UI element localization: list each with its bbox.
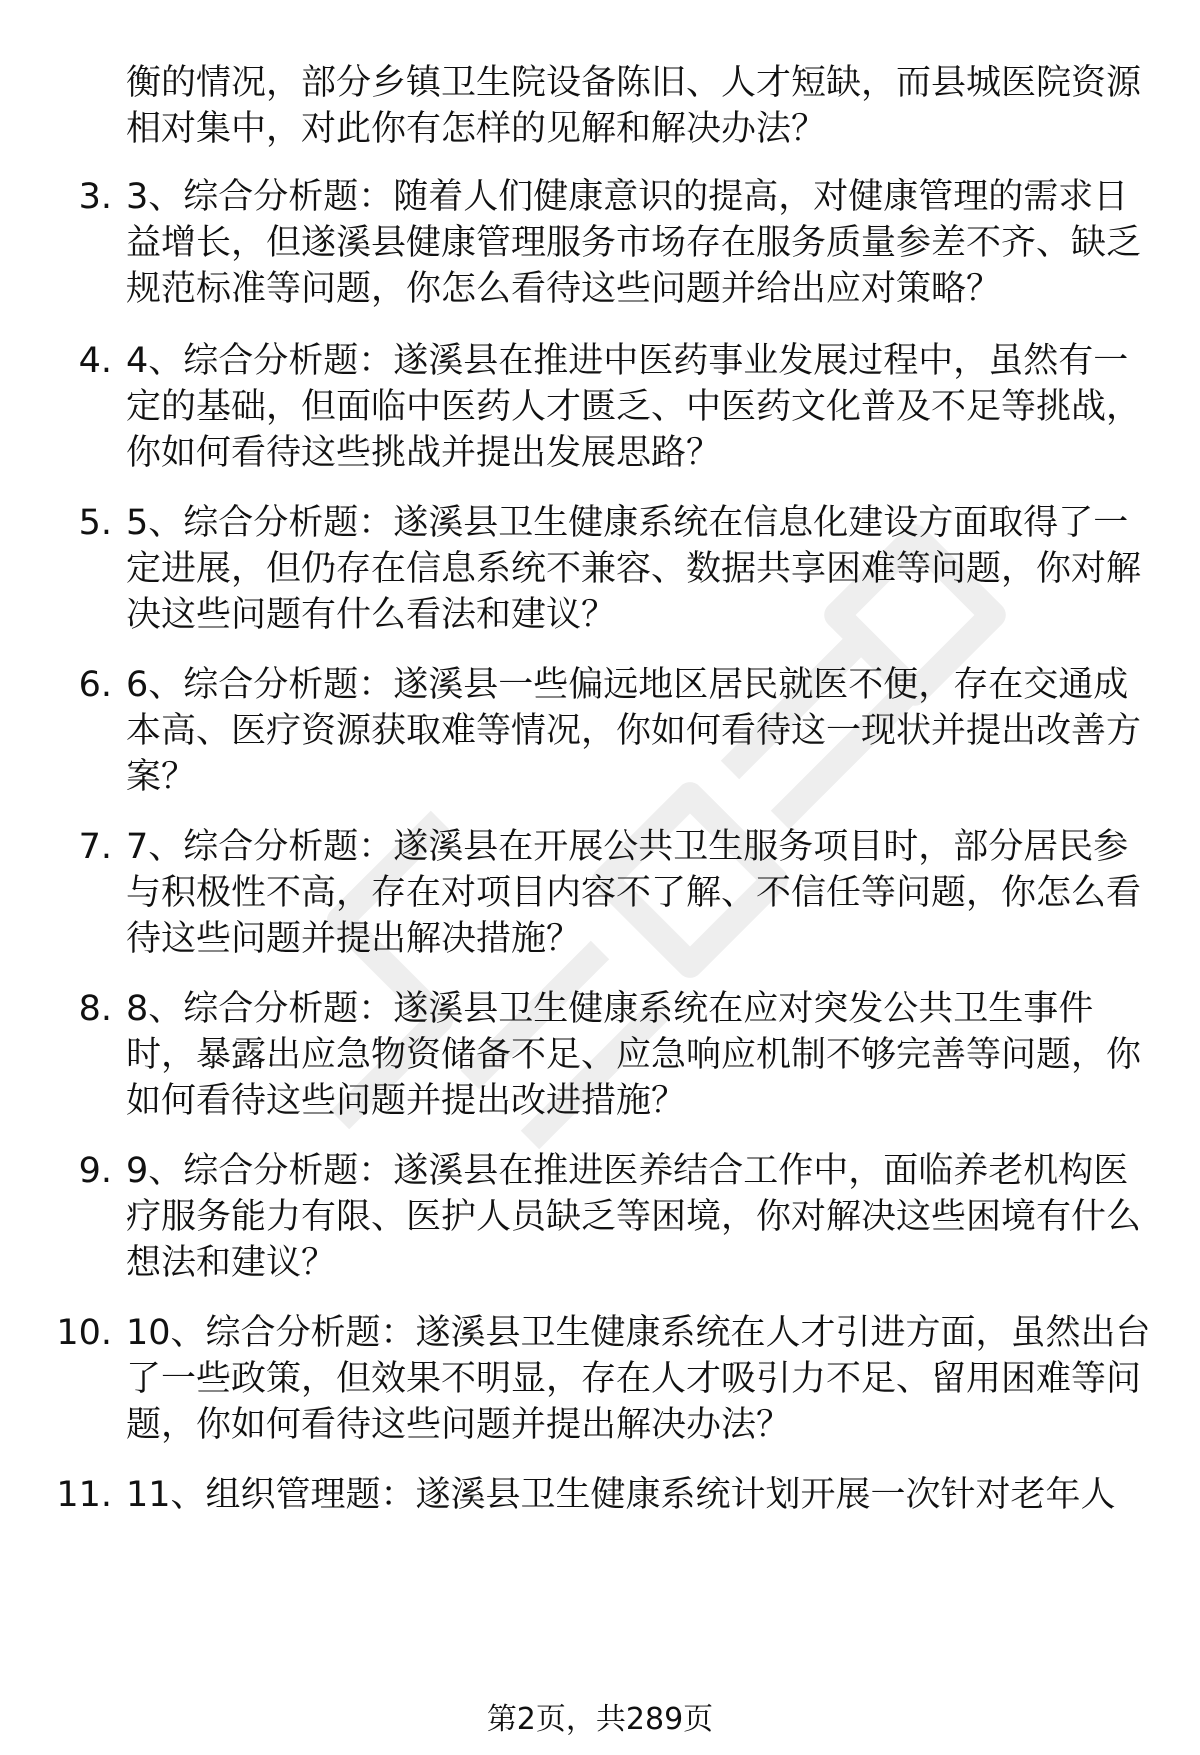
continuation-paragraph: 衡的情况，部分乡镇卫生院设备陈旧、人才短缺，而县城医院资源相对集中，对此你有怎样的见解和解决办法？	[126, 63, 1142, 149]
question-text: 10、综合分析题：遂溪县卫生健康系统在人才引进方面，虽然出台了一些政策，但效果不明显，存在人才吸引力不足、留用困难等问题，你如何看待这些问题并提出解决办法？	[126, 1313, 1151, 1445]
question-number: 4.	[78, 341, 112, 381]
question-text: 3、综合分析题：随着人们健康意识的提高，对健康管理的需求日益增长，但遂溪县健康管理服务市场存在服务质量参差不齐、缺乏规范标准等问题，你怎么看待这些问题并给出应对策略？	[126, 177, 1142, 309]
question-number: 5.	[78, 503, 112, 543]
question-text: 9、综合分析题：遂溪县在推进医养结合工作中，面临养老机构医疗服务能力有限、医护人员缺乏等困境，你对解决这些困境有什么想法和建议？	[126, 1151, 1142, 1283]
question-number: 3.	[78, 177, 112, 217]
question-number: 10.	[56, 1313, 112, 1353]
question-text: 7、综合分析题：遂溪县在开展公共卫生服务项目时，部分居民参与积极性不高，存在对项目内容不了解、不信任等问题，你怎么看待这些问题并提出解决措施？	[126, 827, 1142, 959]
question-text: 11、组织管理题：遂溪县卫生健康系统计划开展一次针对老年人	[126, 1475, 1116, 1515]
question-text: 6、综合分析题：遂溪县一些偏远地区居民就医不便，存在交通成本高、医疗资源获取难等情况，你如何看待这一现状并提出改善方案？	[126, 665, 1142, 797]
question-text: 5、综合分析题：遂溪县卫生健康系统在信息化建设方面取得了一定进展，但仍存在信息系统不兼容、数据共享困难等问题，你对解决这些问题有什么看法和建议？	[126, 503, 1142, 635]
question-text: 4、综合分析题：遂溪县在推进中医药事业发展过程中，虽然有一定的基础，但面临中医药人才匮乏、中医药文化普及不足等挑战，你如何看待这些挑战并提出发展思路？	[126, 341, 1142, 473]
page-footer: 第2页，共289页	[486, 1702, 714, 1737]
question-number: 7.	[78, 827, 112, 867]
question-number: 9.	[78, 1151, 112, 1191]
question-text: 8、综合分析题：遂溪县卫生健康系统在应对突发公共卫生事件时，暴露出应急物资储备不足、应急响应机制不够完善等问题，你如何看待这些问题并提出改进措施？	[126, 989, 1142, 1121]
question-number: 8.	[78, 989, 112, 1029]
question-number: 11.	[56, 1475, 112, 1515]
question-number: 6.	[78, 665, 112, 705]
